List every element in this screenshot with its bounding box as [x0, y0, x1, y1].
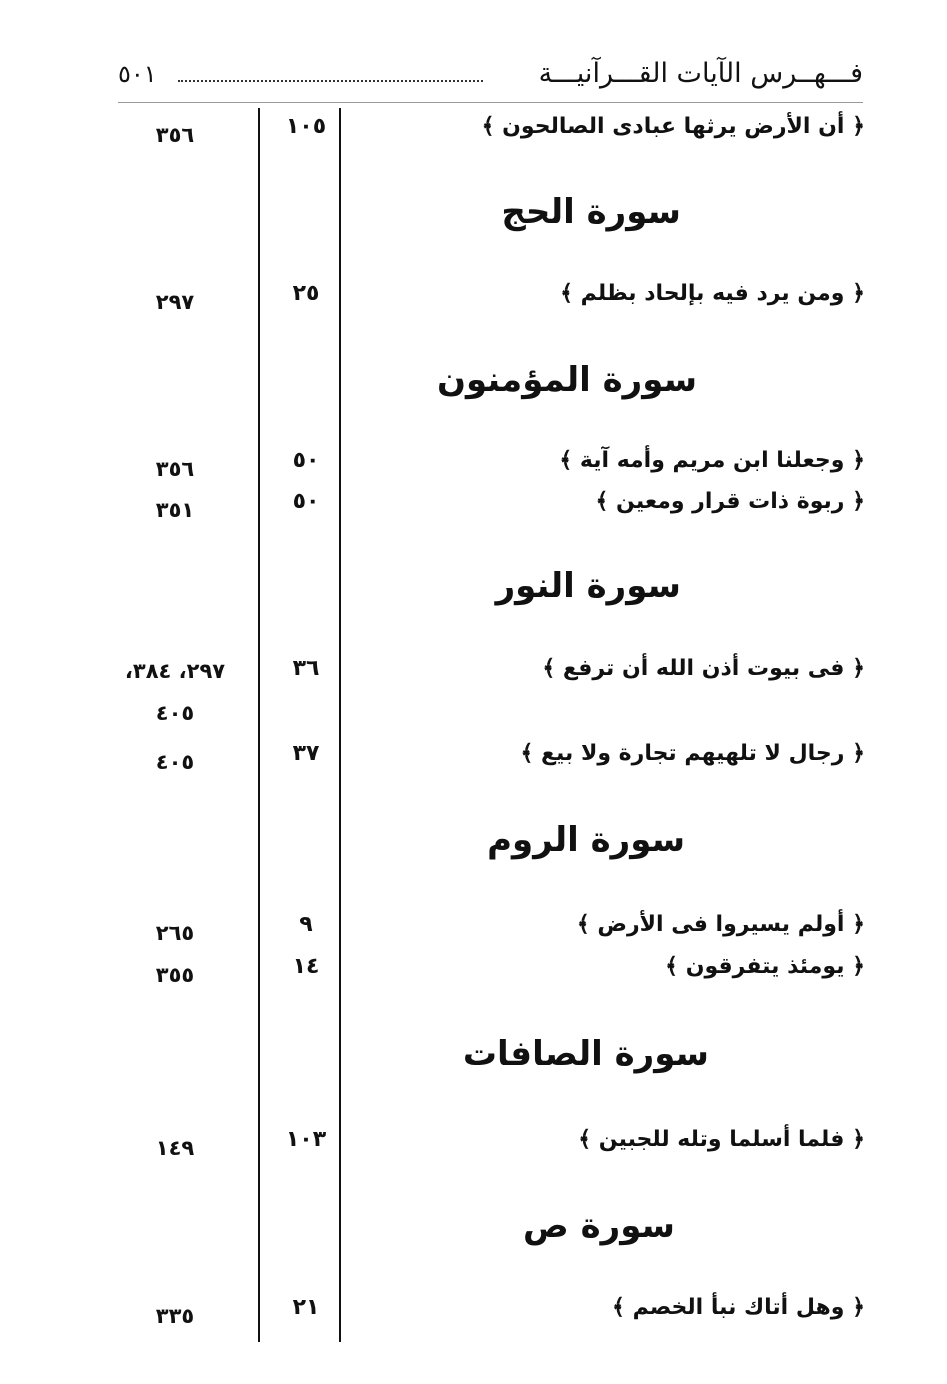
ayah-number: ٣٧: [292, 741, 320, 766]
verse-text: ﴿ أن الأرض يرثها عبادى الصالحون ﴾: [481, 114, 865, 139]
surah-heading: سورة الحج: [501, 192, 681, 232]
surah-heading: سورة الروم: [487, 820, 685, 860]
page-references: ٢٦٥: [155, 921, 195, 945]
ayah-number: ٥٠: [292, 448, 320, 473]
verse-text: ﴿ يومئذ يتفرقون ﴾: [665, 954, 865, 979]
page-references: ٣٣٥: [155, 1304, 195, 1328]
page-references: ٣٥٦: [155, 457, 195, 481]
page-references: ١٤٩: [155, 1136, 195, 1160]
verse-text: ﴿ رجال لا تلهيهم تجارة ولا بيع ﴾: [520, 741, 865, 766]
verse-text: ﴿ فلما أسلما وتله للجبين ﴾: [578, 1127, 865, 1152]
ayah-number: ٣٦: [292, 656, 320, 681]
header-leader-dots: [178, 80, 483, 82]
verse-text: ﴿ وجعلنا ابن مريم وأمه آية ﴾: [559, 448, 865, 473]
surah-heading: سورة ص: [523, 1206, 675, 1246]
index-entry: [110, 741, 865, 781]
ayah-number: ٩: [299, 912, 313, 937]
index-entry: [110, 954, 865, 994]
page-references: ٢٩٧: [155, 290, 195, 314]
header-title: فـــهــرس الآيات القـــرآنيـــة: [538, 58, 863, 89]
verse-text: ﴿ فى بيوت أذن الله أن ترفع ﴾: [542, 656, 865, 681]
verse-text: ﴿ ومن يرد فيه بإلحاد بظلم ﴾: [560, 281, 865, 306]
index-entry: [110, 489, 865, 529]
page-number: ٥٠١: [118, 60, 157, 88]
surah-heading: سورة المؤمنون: [436, 360, 697, 400]
page-references: ٣٥٥: [155, 963, 195, 987]
verse-text: ﴿ ربوة ذات قرار ومعين ﴾: [595, 489, 865, 514]
header-rule: [118, 102, 863, 103]
index-entry: [110, 114, 865, 154]
page-references: ٤٠٥: [155, 750, 195, 774]
ayah-number: ١٤: [292, 954, 320, 979]
page-references: ٣٥٦: [155, 123, 195, 147]
ayah-number: ١٠٣: [285, 1127, 327, 1152]
ayah-number: ٢٥: [292, 281, 320, 306]
page-references: ٣٥١: [155, 498, 195, 522]
surah-heading: سورة الصافات: [462, 1034, 709, 1074]
ayah-number: ٥٠: [292, 489, 320, 514]
index-entry: [110, 1295, 865, 1335]
index-entry: [110, 281, 865, 321]
index-entry: [110, 1127, 865, 1167]
index-entry: [110, 912, 865, 952]
ayah-number: ٢١: [292, 1295, 320, 1320]
surah-heading: سورة النور: [495, 566, 681, 606]
verse-text: ﴿ أولم يسيروا فى الأرض ﴾: [576, 912, 865, 937]
index-entry: [110, 448, 865, 488]
ayah-number: ١٠٥: [285, 114, 327, 139]
verse-text: ﴿ وهل أتاك نبأ الخصم ﴾: [612, 1295, 865, 1320]
index-entry: [110, 656, 865, 740]
page-references: ٢٩٧، ٣٨٤، ٤٠٥: [124, 659, 226, 725]
running-header: [118, 58, 863, 92]
